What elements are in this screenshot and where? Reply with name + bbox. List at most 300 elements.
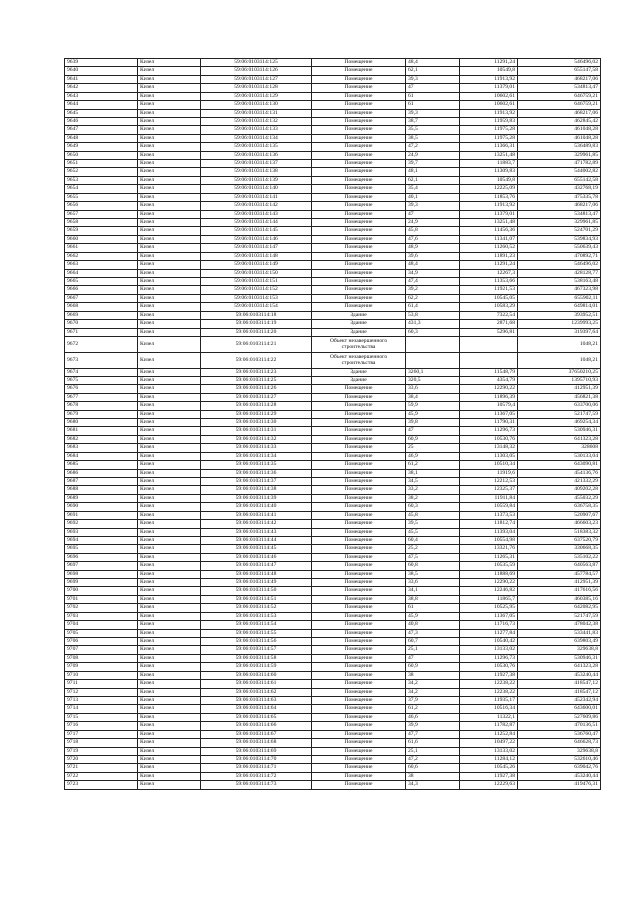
table-row	[65, 402, 601, 410]
cell-district: Кизел	[138, 528, 201, 536]
cell-district: Кизел	[138, 494, 201, 502]
cell-type: Помещение	[312, 160, 406, 168]
cell-num: 9678	[65, 402, 138, 410]
cell-num: 9668	[65, 303, 138, 311]
cell-area: 60,8	[406, 562, 460, 570]
table-row	[65, 638, 601, 646]
cell-district: Кизел	[138, 654, 201, 662]
cell-area: 25,1	[406, 646, 460, 654]
cell-type: Помещение	[312, 269, 406, 277]
cell-area: 38,4	[406, 393, 460, 401]
cell-area: 46,6	[406, 713, 460, 721]
cell-cadastral: 59:06:0103114:126	[201, 67, 312, 75]
cell-type: Помещение	[312, 393, 406, 401]
table-row	[65, 269, 601, 277]
table-row	[65, 101, 601, 109]
table-row	[65, 117, 601, 125]
cell-value: 521747,59	[518, 612, 601, 620]
cell-district: Кизел	[138, 219, 201, 227]
cell-value: 452342,94	[518, 696, 601, 704]
cell-type: Помещение	[312, 185, 406, 193]
cell-district: Кизел	[138, 688, 201, 696]
table-row	[65, 143, 601, 151]
cell-area: 45,5	[406, 528, 460, 536]
table-row	[65, 747, 601, 755]
cell-area: 33,2	[406, 486, 460, 494]
cell-value: 530946,31	[518, 654, 601, 662]
cell-type: Помещение	[312, 503, 406, 511]
cell-district: Кизел	[138, 84, 201, 92]
cell-value: 478042,38	[518, 621, 601, 629]
cell-district: Кизел	[138, 781, 201, 789]
cell-district: Кизел	[138, 520, 201, 528]
cell-district: Кизел	[138, 646, 201, 654]
cell-area: 39,6	[406, 252, 460, 260]
table-row	[65, 562, 601, 570]
cell-num: 9651	[65, 160, 138, 168]
cell-cadastral: 59:06:0103114:48	[201, 570, 312, 578]
cell-cadastral: 59:06:0103114:140	[201, 185, 312, 193]
cell-type: Помещение	[312, 612, 406, 620]
table-row	[65, 688, 601, 696]
cell-district: Кизел	[138, 435, 201, 443]
table-row	[65, 612, 601, 620]
cell-cadastral: 59:06:0103114:25	[201, 376, 312, 384]
cell-type: Помещение	[312, 713, 406, 721]
cell-type: Помещение	[312, 570, 406, 578]
cell-num: 9675	[65, 376, 138, 384]
cell-value: 475335,78	[518, 193, 601, 201]
cell-district: Кизел	[138, 427, 201, 435]
cell-area: 33,6	[406, 385, 460, 393]
cell-cadastral: 59:06:0103114:32	[201, 435, 312, 443]
cell-area: 60,3	[406, 328, 460, 336]
cell-district: Кизел	[138, 629, 201, 637]
cell-cadastral: 59:06:0103114:130	[201, 101, 312, 109]
cell-area: 34,3	[406, 781, 460, 789]
cell-price: 11366,31	[460, 143, 518, 151]
cell-type: Помещение	[312, 553, 406, 561]
cell-type: Помещение	[312, 671, 406, 679]
cell-area: 24,9	[406, 151, 460, 159]
cell-num: 9664	[65, 269, 138, 277]
cell-num: 9649	[65, 143, 138, 151]
cell-price: 11913,92	[460, 109, 518, 117]
cell-num: 9695	[65, 545, 138, 553]
cell-value: 530946,31	[518, 427, 601, 435]
table-row	[65, 545, 601, 553]
cell-value: 418547,12	[518, 680, 601, 688]
cell-price: 11716,73	[460, 621, 518, 629]
cell-price: 11296,73	[460, 427, 518, 435]
cell-district: Кизел	[138, 612, 201, 620]
cell-area: 46,9	[406, 452, 460, 460]
cell-district: Кизел	[138, 536, 201, 544]
cell-num: 9646	[65, 117, 138, 125]
cell-value: 539834,93	[518, 235, 601, 243]
table-row	[65, 444, 601, 452]
cell-type: Помещение	[312, 461, 406, 469]
cell-area: 37,9	[406, 696, 460, 704]
cell-cadastral: 59:06:0103114:125	[201, 59, 312, 67]
table-row	[65, 435, 601, 443]
cell-cadastral: 59:06:0103114:135	[201, 143, 312, 151]
table-row	[65, 244, 601, 252]
cell-cadastral: 59:06:0103114:23	[201, 368, 312, 376]
cell-value: 544002,82	[518, 168, 601, 176]
cell-value: 636758,35	[518, 503, 601, 511]
cell-type: Помещение	[312, 117, 406, 125]
cell-value: 530133,04	[518, 452, 601, 460]
table-row	[65, 629, 601, 637]
cell-value: 418547,12	[518, 688, 601, 696]
cell-price: 4354,79	[460, 376, 518, 384]
cell-price: 11927,38	[460, 772, 518, 780]
cell-num: 9645	[65, 109, 138, 117]
cell-district: Кизел	[138, 320, 201, 328]
cell-value: 470136,51	[518, 722, 601, 730]
cell-type: Здание	[312, 368, 406, 376]
cell-num: 9680	[65, 419, 138, 427]
cell-price: 11456,36	[460, 227, 518, 235]
cell-price: 10545,26	[460, 764, 518, 772]
cell-num: 9711	[65, 680, 138, 688]
table-row	[65, 368, 601, 376]
cell-cadastral: 59:06:0103114:35	[201, 461, 312, 469]
table-row	[65, 419, 601, 427]
cell-num: 9662	[65, 252, 138, 260]
cell-price: 10579,4	[460, 402, 518, 410]
cell-type: Помещение	[312, 444, 406, 452]
cell-area: 24,9	[406, 219, 460, 227]
cell-district: Кизел	[138, 621, 201, 629]
cell-district: Кизел	[138, 151, 201, 159]
cell-cadastral: 59:06:0103114:147	[201, 244, 312, 252]
cell-type: Помещение	[312, 227, 406, 235]
cell-area: 61,6	[406, 739, 460, 747]
cell-num: 9685	[65, 461, 138, 469]
cell-num: 9659	[65, 227, 138, 235]
cell-price: 11913,92	[460, 202, 518, 210]
cell-cadastral: 59:06:0103114:40	[201, 503, 312, 511]
cell-value: 37650210,25	[518, 368, 601, 376]
cell-type: Здание	[312, 328, 406, 336]
cell-value: 535102,22	[518, 553, 601, 561]
cell-value: 319397,64	[518, 328, 601, 336]
cell-price: 11291,24	[460, 261, 518, 269]
cell-area: 38,2	[406, 494, 460, 502]
cell-price: 11252,84	[460, 730, 518, 738]
cell-area: 62,1	[406, 67, 460, 75]
cell-area	[406, 336, 460, 352]
cell-area: 47,7	[406, 730, 460, 738]
cell-num: 9699	[65, 579, 138, 587]
cell-district: Кизел	[138, 579, 201, 587]
cell-district: Кизел	[138, 286, 201, 294]
cell-num: 9703	[65, 612, 138, 620]
cell-price: 11296,73	[460, 654, 518, 662]
cell-cadastral: 59:06:0103114:133	[201, 126, 312, 134]
cell-num: 9669	[65, 311, 138, 319]
cell-area: 39,3	[406, 75, 460, 83]
cell-district: Кизел	[138, 587, 201, 595]
cell-district: Кизел	[138, 638, 201, 646]
cell-cadastral: 59:06:0103114:38	[201, 486, 312, 494]
cell-value: 428128,77	[518, 269, 601, 277]
cell-type: Помещение	[312, 261, 406, 269]
cell-num: 9714	[65, 705, 138, 713]
table-row	[65, 294, 601, 302]
cell-price: 11782,87	[460, 722, 518, 730]
cell-cadastral: 59:06:0103114:34	[201, 452, 312, 460]
cell-cadastral: 59:06:0103114:146	[201, 235, 312, 243]
table-row	[65, 536, 601, 544]
cell-price: 12246,82	[460, 587, 518, 595]
cell-area: 48,4	[406, 261, 460, 269]
cell-district: Кизел	[138, 59, 201, 67]
cell-type: Помещение	[312, 385, 406, 393]
cell-value: 633700,06	[518, 402, 601, 410]
cell-price: 11367,05	[460, 410, 518, 418]
cell-type: Помещение	[312, 435, 406, 443]
cadastral-value-table	[64, 58, 601, 790]
cell-type: Помещение	[312, 747, 406, 755]
table-row	[65, 739, 601, 747]
cell-district: Кизел	[138, 452, 201, 460]
cell-cadastral: 59:06:0103114:141	[201, 193, 312, 201]
cell-price: 11975,28	[460, 126, 518, 134]
cell-district: Кизел	[138, 402, 201, 410]
cell-cadastral: 59:06:0103114:26	[201, 385, 312, 393]
cell-num: 9667	[65, 294, 138, 302]
cell-district: Кизел	[138, 663, 201, 671]
cell-district: Кизел	[138, 117, 201, 125]
cell-area: 59,9	[406, 402, 460, 410]
cell-cadastral: 59:06:0103114:44	[201, 536, 312, 544]
cell-value: 461048,28	[518, 126, 601, 134]
cell-cadastral: 59:06:0103114:129	[201, 92, 312, 100]
cell-num: 9713	[65, 696, 138, 704]
cell-district: Кизел	[138, 562, 201, 570]
cell-cadastral: 59:06:0103114:67	[201, 730, 312, 738]
cell-num: 9671	[65, 328, 138, 336]
cell-district: Кизел	[138, 764, 201, 772]
cell-area: 39,9	[406, 722, 460, 730]
cell-cadastral: 59:06:0103114:37	[201, 478, 312, 486]
cell-value: 524701,29	[518, 227, 601, 235]
table-row	[65, 452, 601, 460]
cell-district: Кизел	[138, 595, 201, 603]
cell-cadastral: 59:06:0103114:55	[201, 629, 312, 637]
cell-price: 5296,81	[460, 328, 518, 336]
cell-type: Здание	[312, 320, 406, 328]
table-row	[65, 705, 601, 713]
cell-num: 9704	[65, 621, 138, 629]
table-row	[65, 311, 601, 319]
cell-district: Кизел	[138, 261, 201, 269]
cell-cadastral: 59:06:0103114:50	[201, 587, 312, 595]
table-row	[65, 461, 601, 469]
cell-area: 60,7	[406, 638, 460, 646]
cell-type: Помещение	[312, 126, 406, 134]
cell-num: 9657	[65, 210, 138, 218]
table-row	[65, 67, 601, 75]
cell-area: 60,9	[406, 663, 460, 671]
cell-type: Помещение	[312, 688, 406, 696]
cell-price: 11548,79	[460, 368, 518, 376]
cell-district: Кизел	[138, 680, 201, 688]
cell-area: 39,3	[406, 109, 460, 117]
table-row	[65, 494, 601, 502]
cell-value: 468217,06	[518, 75, 601, 83]
cell-area: 39,5	[406, 520, 460, 528]
cell-district: Кизел	[138, 730, 201, 738]
cell-district: Кизел	[138, 368, 201, 376]
cell-num: 9721	[65, 764, 138, 772]
table-row	[65, 781, 601, 789]
cell-district: Кизел	[138, 469, 201, 477]
cell-area: 3260,1	[406, 368, 460, 376]
cell-cadastral: 59:06:0103114:61	[201, 680, 312, 688]
cell-type: Помещение	[312, 143, 406, 151]
table-row	[65, 663, 601, 671]
cell-num: 9674	[65, 368, 138, 376]
cell-value: 643090,81	[518, 461, 601, 469]
table-row	[65, 235, 601, 243]
cell-area: 47,5	[406, 553, 460, 561]
cell-area: 61,2	[406, 705, 460, 713]
table-row	[65, 109, 601, 117]
cell-num: 9689	[65, 494, 138, 502]
cell-area: 47	[406, 84, 460, 92]
cell-cadastral: 59:06:0103114:66	[201, 722, 312, 730]
table-row	[65, 193, 601, 201]
cell-num: 9686	[65, 469, 138, 477]
cell-area: 60,9	[406, 435, 460, 443]
cell-price	[460, 352, 518, 368]
cell-price: 11353,66	[460, 277, 518, 285]
table-row	[65, 75, 601, 83]
cell-type: Помещение	[312, 638, 406, 646]
cell-cadastral: 59:06:0103114:134	[201, 134, 312, 142]
cell-value: 457784,57	[518, 570, 601, 578]
cell-type: Помещение	[312, 286, 406, 294]
cell-price: 12290,22	[460, 579, 518, 587]
cell-price: 10510,34	[460, 461, 518, 469]
cell-num: 9717	[65, 730, 138, 738]
table-row	[65, 176, 601, 184]
cell-district: Кизел	[138, 486, 201, 494]
cell-num: 9656	[65, 202, 138, 210]
cell-num: 9655	[65, 193, 138, 201]
cell-district: Кизел	[138, 294, 201, 302]
cell-num: 9666	[65, 286, 138, 294]
cell-cadastral: 59:06:0103114:56	[201, 638, 312, 646]
cell-cadastral: 59:06:0103114:29	[201, 410, 312, 418]
cell-area: 48,4	[406, 59, 460, 67]
cell-num: 9672	[65, 336, 138, 352]
cell-district: Кизел	[138, 109, 201, 117]
cell-district: Кизел	[138, 67, 201, 75]
cell-value: 329961,85	[518, 219, 601, 227]
cell-type: Помещение	[312, 176, 406, 184]
cell-price: 11975,28	[460, 134, 518, 142]
cell-type: Помещение	[312, 528, 406, 536]
cell-area: 61,4	[406, 303, 460, 311]
cell-area: 38	[406, 671, 460, 679]
cell-area: 35,4	[406, 185, 460, 193]
cell-cadastral: 59:06:0103114:58	[201, 654, 312, 662]
table-row	[65, 671, 601, 679]
cell-type: Помещение	[312, 663, 406, 671]
cell-num: 9707	[65, 646, 138, 654]
cell-value: 637520,79	[518, 536, 601, 544]
cell-area: 33,6	[406, 579, 460, 587]
cell-type: Помещение	[312, 294, 406, 302]
cell-value: 646759,21	[518, 92, 601, 100]
cell-price: 10530,76	[460, 663, 518, 671]
cell-cadastral: 59:06:0103114:136	[201, 151, 312, 159]
cell-value: 460385,16	[518, 595, 601, 603]
cell-district: Кизел	[138, 75, 201, 83]
cell-type: Помещение	[312, 75, 406, 83]
cell-district: Кизел	[138, 244, 201, 252]
cell-price: 12325,37	[460, 486, 518, 494]
cell-type: Помещение	[312, 730, 406, 738]
cell-type: Помещение	[312, 494, 406, 502]
table-row	[65, 393, 601, 401]
table-row	[65, 587, 601, 595]
table-row	[65, 336, 601, 352]
cell-price	[460, 336, 518, 352]
cell-type: Помещение	[312, 680, 406, 688]
cell-district: Кизел	[138, 336, 201, 352]
cell-area: 38,5	[406, 570, 460, 578]
cell-value: 546496,02	[518, 59, 601, 67]
cell-district: Кизел	[138, 101, 201, 109]
cell-district: Кизел	[138, 705, 201, 713]
table-row	[65, 478, 601, 486]
cell-area: 40,8	[406, 621, 460, 629]
cell-cadastral: 59:06:0103114:57	[201, 646, 312, 654]
cell-district: Кизел	[138, 126, 201, 134]
cell-cadastral: 59:06:0103114:70	[201, 755, 312, 763]
cell-type: Помещение	[312, 536, 406, 544]
cell-price: 11367,05	[460, 612, 518, 620]
cell-district: Кизел	[138, 328, 201, 336]
cell-price: 11888,69	[460, 570, 518, 578]
cell-price: 11284,12	[460, 755, 518, 763]
table-row	[65, 286, 601, 294]
cell-cadastral: 59:06:0103114:65	[201, 713, 312, 721]
cell-district: Кизел	[138, 553, 201, 561]
cell-num: 9710	[65, 671, 138, 679]
cell-price: 11303,05	[460, 452, 518, 460]
cell-value: 646759,21	[518, 101, 601, 109]
cell-type: Помещение	[312, 621, 406, 629]
cell-area: 61,2	[406, 461, 460, 469]
cell-cadastral: 59:06:0103114:21	[201, 336, 312, 352]
cell-type: Помещение	[312, 101, 406, 109]
cell-value: 520907,67	[518, 511, 601, 519]
cell-type: Помещение	[312, 252, 406, 260]
cell-district: Кизел	[138, 671, 201, 679]
cell-cadastral: 59:06:0103114:42	[201, 520, 312, 528]
cell-value: 1239993,25	[518, 320, 601, 328]
cell-value: 655902,11	[518, 294, 601, 302]
cell-price: 11790,31	[460, 419, 518, 427]
cell-num: 9644	[65, 101, 138, 109]
